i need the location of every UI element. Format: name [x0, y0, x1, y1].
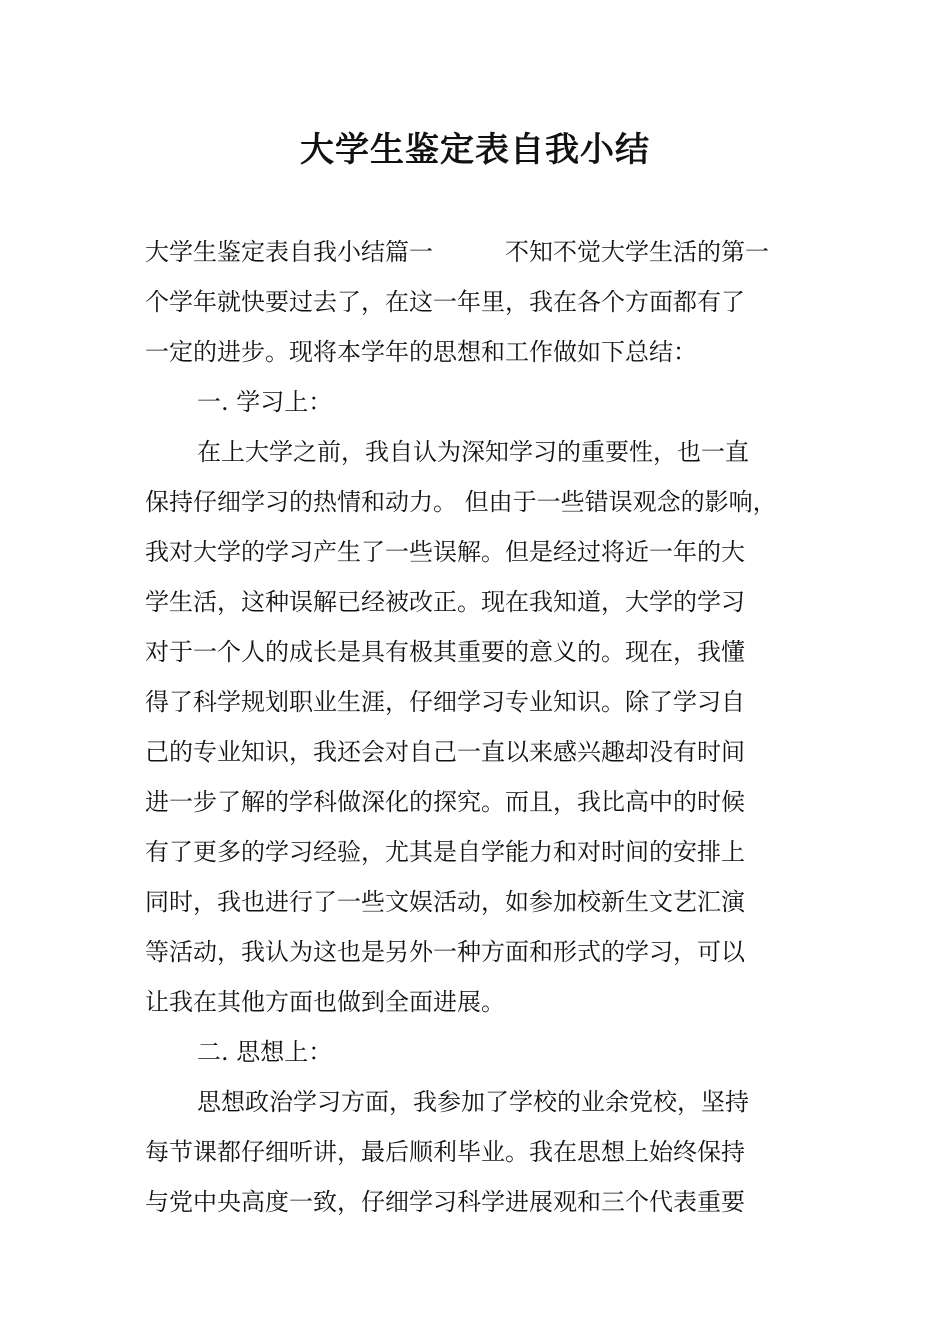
text-line: 与党中央高度一致，仔细学习科学进展观和三个代表重要 [145, 1188, 745, 1216]
text-line: 思想政治学习方面，我参加了学校的业余党校，坚持 [197, 1088, 749, 1116]
text-line [145, 227, 825, 277]
intro-text: 不知不觉大学生活的第一 [505, 238, 769, 266]
section-heading-study: 一. 学习上： [197, 388, 333, 416]
text-line: 有了更多的学习经验，尤其是自学能力和对时间的安排上 [145, 838, 745, 866]
text-line: 己的专业知识，我还会对自己一直以来感兴趣却没有时间 [145, 738, 745, 766]
text-line: 一定的进步。现将本学年的思想和工作做如下总结： [145, 338, 697, 366]
text-line: 每节课都仔细听讲，最后顺利毕业。我在思想上始终保持 [145, 1138, 745, 1166]
text-line: 学生活，这种误解已经被改正。现在我知道，大学的学习 [145, 588, 745, 616]
document-title: 大学生鉴定表自我小结 [300, 130, 650, 170]
text-line: 我对大学的学习产生了一些误解。但是经过将近一年的大 [145, 538, 745, 566]
text-line: 同时，我也进行了一些文娱活动，如参加校新生文艺汇演 [145, 888, 745, 916]
text-line: 对于一个人的成长是具有极其重要的意义的。现在，我懂 [145, 638, 745, 666]
text-line: 等活动，我认为这也是另外一种方面和形式的学习，可以 [145, 938, 745, 966]
document-body [145, 227, 825, 1227]
text-line: 保持仔细学习的热情和动力。 但由于一些错误观念的影响， [145, 488, 777, 516]
text-line: 让我在其他方面也做到全面进展。 [145, 988, 505, 1016]
text-line: 进一步了解的学科做深化的探究。而且，我比高中的时候 [145, 788, 745, 816]
section-heading-thought: 二. 思想上： [197, 1038, 333, 1066]
text-line: 得了科学规划职业生涯，仔细学习专业知识。除了学习自 [145, 688, 745, 716]
text-line: 个学年就快要过去了，在这一年里，我在各个方面都有了 [145, 288, 745, 316]
text-line: 在上大学之前，我自认为深知学习的重要性，也一直 [197, 438, 749, 466]
intro-heading: 大学生鉴定表自我小结篇一 [145, 238, 433, 266]
